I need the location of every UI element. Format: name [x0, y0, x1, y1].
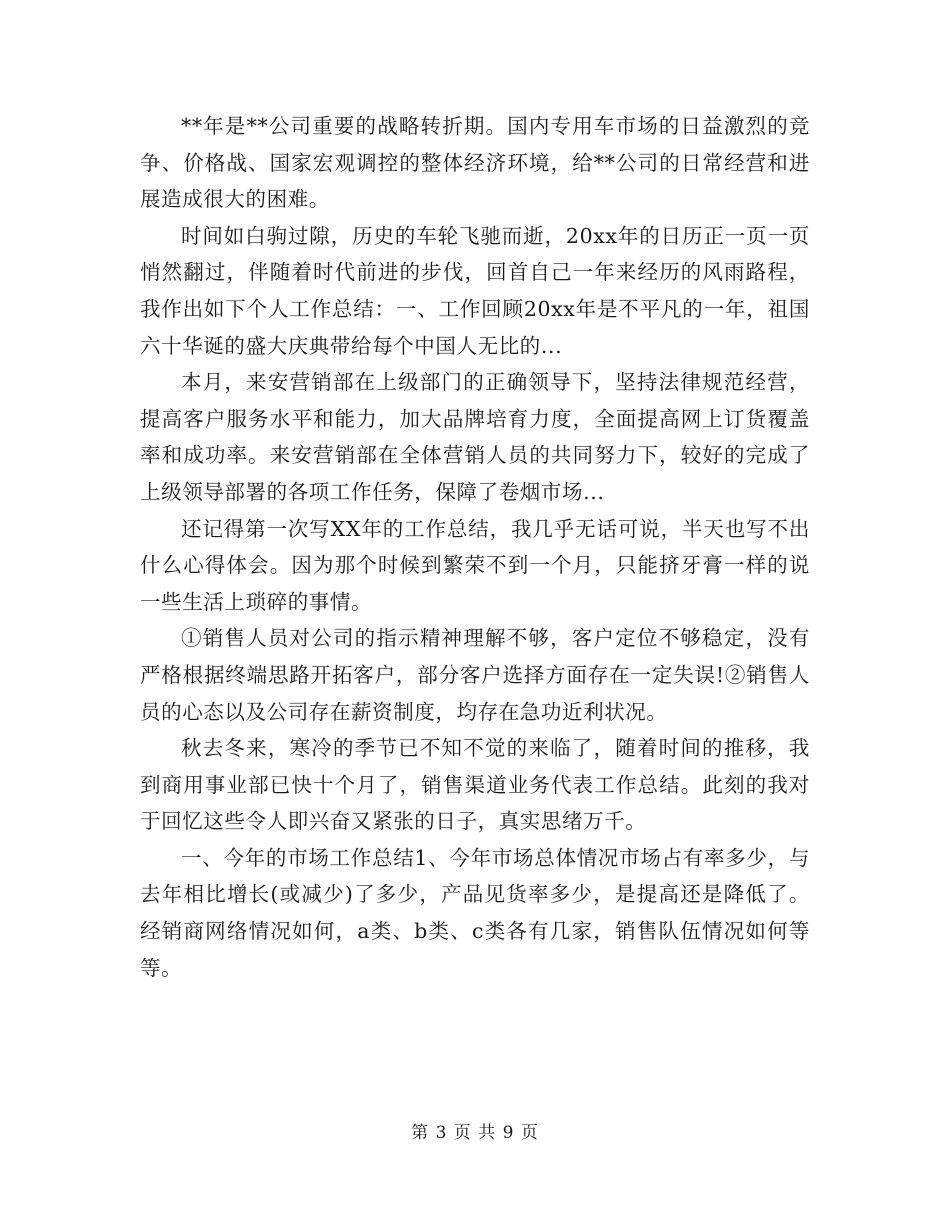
paragraph-3: 本月，来安营销部在上级部门的正确领导下，坚持法律规范经营，提高客户服务水平和能力，加大品牌培育力度，全面提高网上订货覆盖率和成功率。来安营销部在全体营销人员的共同努力下，较好的完成了上级领导部署的各项工作任务，保障了卷烟市场... [140, 370, 810, 504]
paragraph-2: 时间如白驹过隙，历史的车轮飞驰而逝，20xx年的日历正一页一页悄然翻过，伴随着时代前进的步伐，回首自己一年来经历的风雨路程，我作出如下个人工作总结：一、工作回顾20xx年是不平凡的一年，祖国六十华诞的盛大庆典带给每个中国人无比的... [140, 223, 810, 358]
paragraph-4: 还记得第一次写XX年的工作总结，我几乎无话可说，半天也写不出什么心得体会。因为那个时候到繁荣不到一个月，只能挤牙膏一样的说一些生活上琐碎的事情。 [140, 516, 810, 614]
paragraph-5: ①销售人员对公司的指示精神理解不够，客户定位不够稳定，没有严格根据终端思路开拓客户，部分客户选择方面存在一定失误!②销售人员的心态以及公司存在薪资制度，均存在急功近利状况。 [140, 626, 810, 724]
document-body [140, 108, 810, 986]
page-number-footer: 第 3 页 共 9 页 [411, 1123, 539, 1143]
paragraph-6: 秋去冬来，寒冷的季节已不知不觉的来临了，随着时间的推移，我到商用事业部已快十个月了，销售渠道业务代表工作总结。此刻的我对于回忆这些令人即兴奋又紧张的日子，真实思绪万千。 [140, 736, 810, 834]
paragraph-1: **年是**公司重要的战略转折期。国内专用车市场的日益激烈的竞争、价格战、国家宏观调控的整体经济环境，给**公司的日常经营和进展造成很大的困难。 [140, 114, 810, 212]
paragraph-7: 一、今年的市场工作总结1、今年市场总体情况市场占有率多少，与去年相比增长(或减少)了多少，产品见货率多少，是提高还是降低了。经销商网络情况如何，a类、b类、c类各有几家，销售队伍情况如何等等。 [140, 845, 810, 980]
